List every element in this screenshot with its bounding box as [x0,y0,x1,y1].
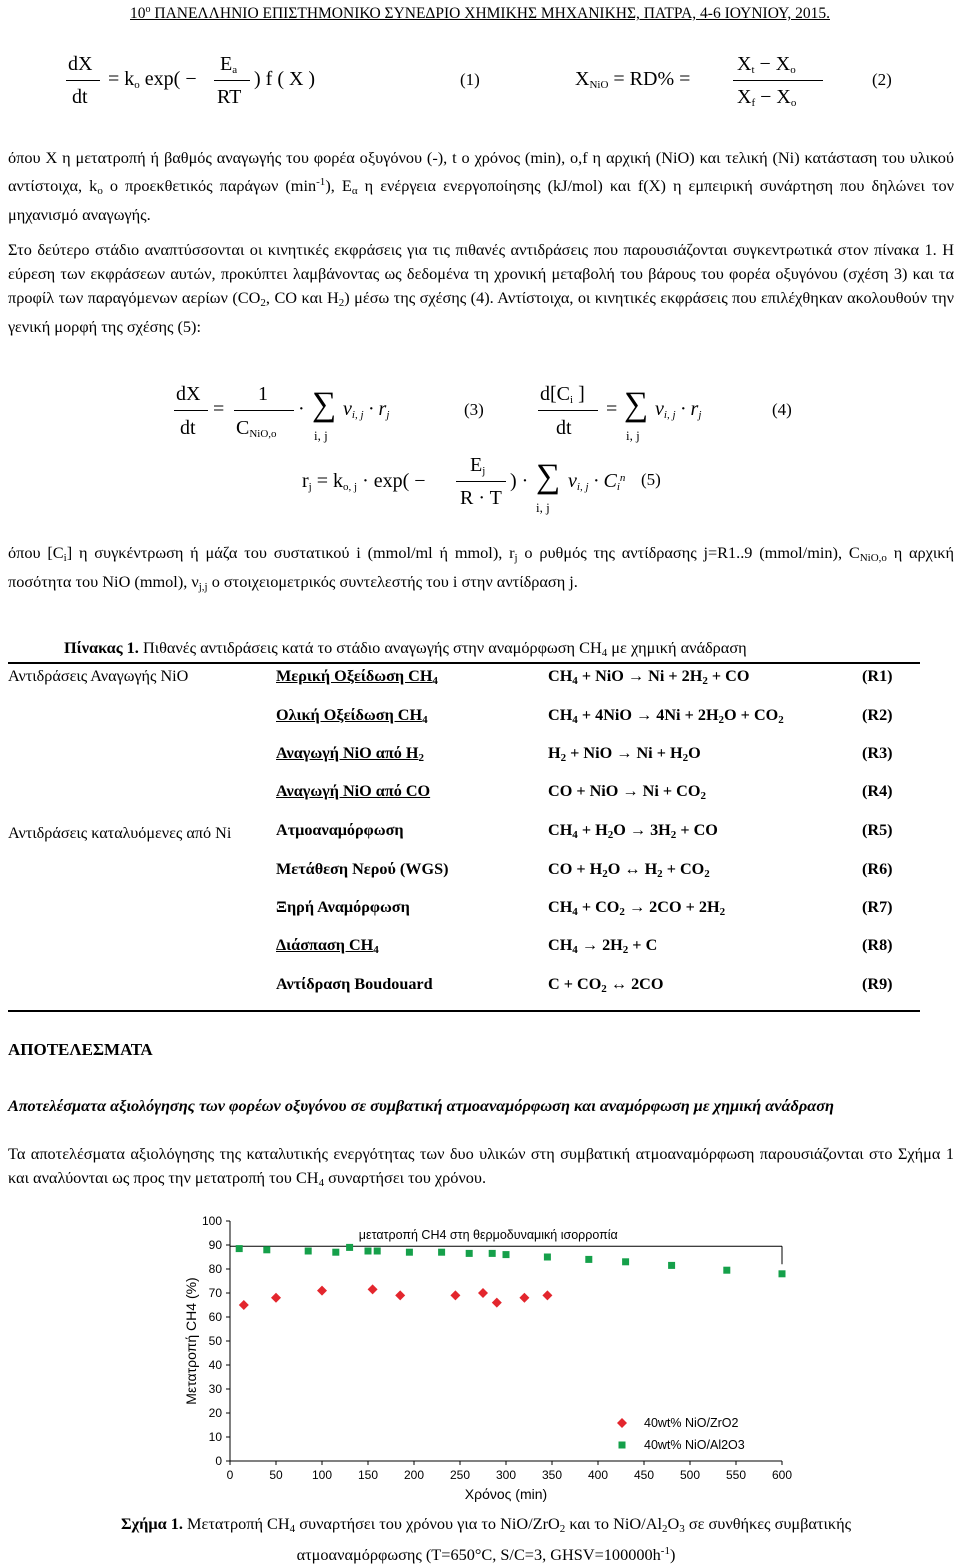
data-point-al2o3 [332,1249,339,1256]
x-axis-label: Χρόνος (min) [464,1486,548,1502]
data-point-zro2 [239,1300,249,1310]
y-tick-label: 100 [201,1214,222,1228]
reaction-equation: $C + CO_2$ ↔ 2CO [548,975,664,995]
x-tick-label: 400 [587,1468,609,1482]
reaction-name: Αντίδραση Boudouard [276,975,433,993]
y-tick-label: 50 [208,1334,222,1348]
x-tick-label: 50 [269,1468,283,1482]
reaction-equation: $CH_4$ + NiO → $Ni + 2H_2$ + CO [548,667,750,687]
data-point-al2o3 [585,1256,592,1263]
data-point-al2o3 [406,1249,413,1256]
results-text: Τα αποτελέσματα αξιολόγησης της καταλυτικής ενεργότητας των δυο υλικών στη συμβατική ατμοαναμόρφωση παρουσιάζονται στο Σχήμα 1 και αναλύονται ως προς την μετατροπή του $CH_4$ συναρτήσει του χρόνου. [8,1144,954,1189]
paragraph-symbols: όπου $[C_i]$ η συγκέντρωση ή μάζα του συστατικού i (mmol/ml ή mmol), $r_j$ ο ρυθμός της αντίδρασης j=R1..9 (mmol/min), $C_{NiO,o}$ η αρχική ποσότητα του NiO (mmol), $\nu_{j,j}$ ο στοιχειομετρικός συντελεστής του i στην αντίδραση j. [8,543,954,593]
reaction-id: (R7) [862,898,893,916]
data-point-al2o3 [503,1251,510,1258]
reaction-id: (R9) [862,975,893,993]
reaction-name: Μετάθεση Νερού (WGS) [276,860,449,878]
reaction-equation: $CH_4 + H_2O \to 3H_2$ + CO [548,821,718,841]
table-group-catalytic: Αντιδράσεις καταλυόμενες από Ni [8,824,232,842]
data-point-zro2 [542,1290,552,1300]
paragraph-definitions: όπου Χ η μετατροπή ή βαθμός αναγωγής του φορέα οξυγόνου (-), t ο χρόνος (min), o,f η αρχική (NiO) και τελική (Ni) κατάσταση του υλικού αντίστοιχα, $k_o$ ο προεκθετικός παράγων $(\min^{-1})$, $E_\alpha$ η ενέργεια ενεργοποίησης (kJ/mol) και f(X) η εμπειρική συνάρτηση που δηλώνει τον μηχανισμό αναγωγής. [8,148,955,224]
reaction-name: Αναγωγή NiO από $H_2$ [276,744,424,764]
data-point-zro2 [368,1284,378,1294]
legend-label: 40wt% NiO/Al2O3 [644,1438,745,1452]
reaction-equation: $CH_4 + CO_2 \to 2CO + 2H_2$ [548,898,726,918]
x-tick-label: 550 [725,1468,747,1482]
y-axis-label: Μετατροπή CH4 (%) [183,1277,199,1405]
data-point-al2o3 [622,1258,629,1265]
data-point-zro2 [271,1293,281,1303]
reaction-equation: $CH_4 \to 2H_2 + C$ [548,936,658,956]
data-point-al2o3 [466,1250,473,1257]
y-tick-label: 80 [208,1262,222,1276]
data-point-al2o3 [374,1248,381,1255]
eq3-number: (3) [464,400,484,419]
legend-label: 40wt% NiO/ZrO2 [644,1416,739,1430]
data-point-al2o3 [779,1270,786,1277]
data-point-zro2 [519,1293,529,1303]
legend-marker-zro2 [617,1418,627,1428]
data-point-al2o3 [438,1249,445,1256]
y-tick-label: 70 [208,1286,222,1300]
data-point-zro2 [450,1290,460,1300]
data-point-al2o3 [723,1267,730,1274]
header-number: 10 [130,5,146,23]
reaction-id: (R5) [862,821,893,839]
x-tick-label: 150 [357,1468,379,1482]
reaction-id: (R3) [862,744,893,762]
x-tick-label: 100 [311,1468,333,1482]
header-text: ΠΑΝΕΛΛΗΝΙΟ ΕΠΙΣΤΗΜΟΝΙΚΟ ΣΥΝΕΔΡΙΟ ΧΗΜΙΚΗΣ ΜΗΧΑΝΙΚΗΣ, ΠΑΤΡΑ, 4-6 ΙΟΥΝΙΟΥ, 2015. [150,5,830,23]
reaction-name: Αναγωγή NiO από CO [276,782,431,800]
data-point-al2o3 [346,1244,353,1251]
results-subheading: Αποτελέσματα αξιολόγησης των φορέων οξυγόνου σε συμβατική ατμοαναμόρφωση και αναμόρφωση με χημική ανάδραση [8,1096,834,1115]
table-bottom-rule [8,1010,920,1012]
data-point-al2o3 [544,1254,551,1261]
table-group-reduction: Αντιδράσεις Αναγωγής NiO [8,667,189,685]
data-point-al2o3 [365,1248,372,1255]
reaction-name: Ξηρή Αναμόρφωση [276,898,410,916]
table-caption: Πίνακας 1. Πιθανές αντιδράσεις κατά το στάδιο αναγωγής στην αναμόρφωση $CH_4$ με χημική ανάδραση [64,638,747,659]
reaction-id: (R8) [862,936,893,954]
data-point-zro2 [478,1288,488,1298]
data-point-zro2 [395,1290,405,1300]
reaction-id: (R4) [862,782,893,800]
data-point-al2o3 [236,1245,243,1252]
x-tick-label: 450 [633,1468,655,1482]
reaction-name: Διάσπαση $CH_4$ [276,936,379,956]
x-tick-label: 200 [403,1468,425,1482]
conference-header [0,4,960,23]
x-tick-label: 500 [679,1468,701,1482]
x-tick-label: 350 [541,1468,563,1482]
reaction-name: Ολική Οξείδωση $CH_4$ [276,706,428,726]
eq5-number: (5) [641,470,661,489]
y-tick-label: 90 [208,1238,222,1252]
y-tick-label: 40 [208,1358,222,1372]
eq4-number: (4) [772,400,792,419]
paragraph-kinetics: Στο δεύτερο στάδιο αναπτύσσονται οι κινητικές εκφράσεις για τις πιθανές αντιδράσεις που παρουσιάζονται συγκεντρωτικά στον πίνακα 1. Η εύρεση των εκφράσεων αυτών, προκύπτει λαμβάνοντας ως δεδομένα τη χρονική μεταβολή του βάρους του φορέα οξυγόνου (σχέση 3) και τα προφίλ των παραγόμενων αερίων ($CO_2$, CO και $H_2$) μέσω της σχέσης (4). Αντίστοιχα, οι κινητικές εκφράσεις που επιλέχθηκαν ακολουθούν την γενική μορφή της σχέσης (5): [8,240,954,336]
data-point-al2o3 [489,1250,496,1257]
reaction-equation: $CH_4 + 4NiO \to 4Ni + 2H_2O + CO_2$ [548,706,784,726]
reaction-id: (R2) [862,706,893,724]
data-point-zro2 [492,1298,502,1308]
reaction-id: (R6) [862,860,893,878]
table-top-rule [8,662,920,664]
y-tick-label: 20 [208,1406,222,1420]
ch4-conversion-chart [170,1205,810,1515]
eq1-number: (1) [460,70,480,89]
reaction-equation: CO + $H_2O$ ↔ $H_2 + CO_2$ [548,860,710,880]
reaction-name: Μερική Οξείδωση $CH_4$ [276,667,438,687]
data-point-zro2 [317,1286,327,1296]
x-tick-label: 0 [226,1468,234,1482]
eq2-number: (2) [872,70,892,89]
equilibrium-annotation: μετατροπή CH4 στη θερμοδυναμική ισορροπία [358,1228,618,1243]
y-tick-label: 10 [208,1430,222,1444]
x-tick-label: 250 [449,1468,471,1482]
figure-caption: Σχήμα 1. Μετατροπή $CH_4$ συναρτήσει του χρόνου για το NiO/ZrO$_2$ και το NiO/$Al_2O_3$ σε συνθήκες συμβατικής ατμοαναμόρφωσης (T=650°C, S/C=3, $GHSV=100000h^{-1}$) [120,1514,852,1564]
header-sup: ο [145,4,151,15]
y-tick-label: 60 [208,1310,222,1324]
data-point-al2o3 [305,1248,312,1255]
reaction-name: Ατμοαναμόρφωση [276,821,404,839]
y-tick-label: 30 [208,1382,222,1396]
y-tick-label: 0 [215,1454,222,1468]
data-point-al2o3 [263,1246,270,1253]
data-point-al2o3 [668,1262,675,1269]
x-tick-label: 300 [495,1468,517,1482]
results-heading: ΑΠΟΤΕΛΕΣΜΑΤΑ [8,1040,153,1059]
reaction-id: (R1) [862,667,893,685]
x-tick-label: 600 [771,1468,793,1482]
reaction-equation: $H_2$ + NiO → $Ni + H_2O$ [548,744,701,764]
reaction-equation: CO + NiO → $Ni + CO_2$ [548,782,706,802]
legend-marker-al2o3 [619,1442,626,1449]
